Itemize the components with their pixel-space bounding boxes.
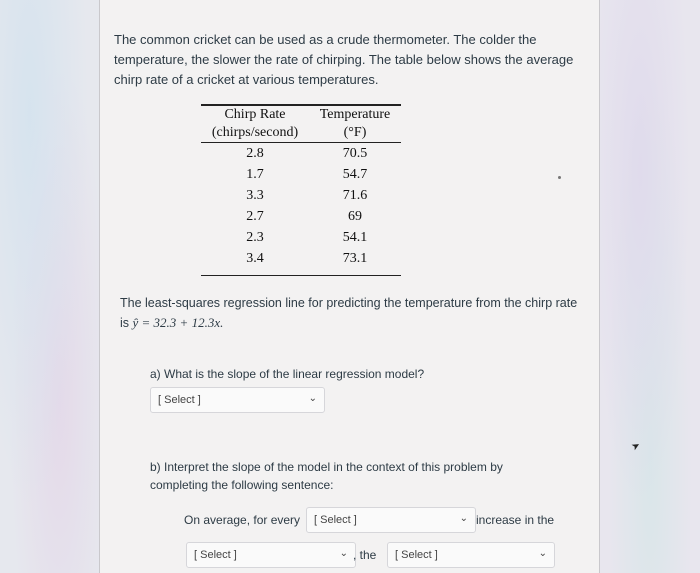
header-chirp-unit: (chirps/second)	[201, 124, 309, 143]
table-row	[201, 206, 401, 227]
chirp-rate-cell: 1.7	[246, 167, 264, 182]
variable-select[interactable]	[186, 542, 356, 568]
background-right	[600, 0, 700, 573]
table-row	[201, 143, 401, 165]
slope-select[interactable]	[150, 387, 325, 413]
background-left	[0, 0, 99, 573]
header-temperature: Temperature	[309, 105, 401, 124]
chirp-temperature-table	[201, 104, 401, 276]
chevron-down-icon: ⌄	[308, 393, 317, 404]
regression-statement	[120, 294, 590, 333]
temperature-cell: 71.6	[342, 188, 368, 203]
table-row	[201, 227, 401, 248]
header-temperature-unit: (°F)	[309, 124, 401, 143]
table-row	[201, 164, 401, 185]
response-select[interactable]	[387, 542, 555, 568]
chevron-down-icon: ⌄	[339, 548, 348, 559]
table-row	[201, 248, 401, 276]
variable-select-value: [ Select ]	[194, 549, 237, 561]
stray-dot	[558, 176, 561, 179]
chirp-rate-cell: 2.8	[246, 146, 264, 161]
question-panel	[99, 0, 600, 573]
temperature-cell: 54.7	[342, 167, 368, 182]
sentence-mid: increase in the	[476, 513, 555, 527]
chirp-rate-cell: 2.7	[246, 209, 264, 224]
mouse-cursor-icon: ➤	[629, 439, 643, 454]
unit-increase-select-value: [ Select ]	[314, 514, 357, 526]
regression-prefix: is	[120, 316, 133, 330]
question-a-prompt: a) What is the slope of the linear regression model?	[150, 367, 425, 381]
question-b-prompt: b) Interpret the slope of the model in the context of this problem by completing the following sentence:	[150, 460, 503, 492]
chirp-rate-cell: 3.4	[201, 248, 309, 276]
chevron-down-icon: ⌄	[538, 548, 547, 559]
chirp-rate-cell: 2.3	[246, 230, 264, 245]
header-chirp-rate: Chirp Rate	[201, 105, 309, 124]
table-row	[201, 185, 401, 206]
regression-text-line1: The least-squares regression line for predicting the temperature from the chirp rate	[120, 296, 578, 310]
chevron-down-icon: ⌄	[459, 513, 468, 524]
response-select-value: [ Select ]	[395, 549, 438, 561]
temperature-cell: 54.1	[342, 230, 368, 245]
temperature-cell: 69	[348, 209, 362, 224]
regression-equation: ŷ = 32.3 + 12.3x.	[132, 315, 224, 330]
regression-text-line2	[120, 313, 590, 333]
temperature-cell: 70.5	[342, 146, 368, 161]
temperature-cell: 73.1	[309, 248, 401, 276]
unit-increase-select[interactable]	[306, 507, 476, 533]
chirp-rate-cell: 3.3	[246, 188, 264, 203]
intro-text: The common cricket can be used as a crude thermometer. The colder the temperature, the slower the rate of chirping. The table below shows the average chirp rate of a cricket at various temperatures.	[114, 32, 574, 87]
slope-select-value: [ Select ]	[158, 394, 201, 406]
sentence-the: , the	[353, 548, 377, 562]
sentence-start: On average, for every	[184, 513, 301, 527]
